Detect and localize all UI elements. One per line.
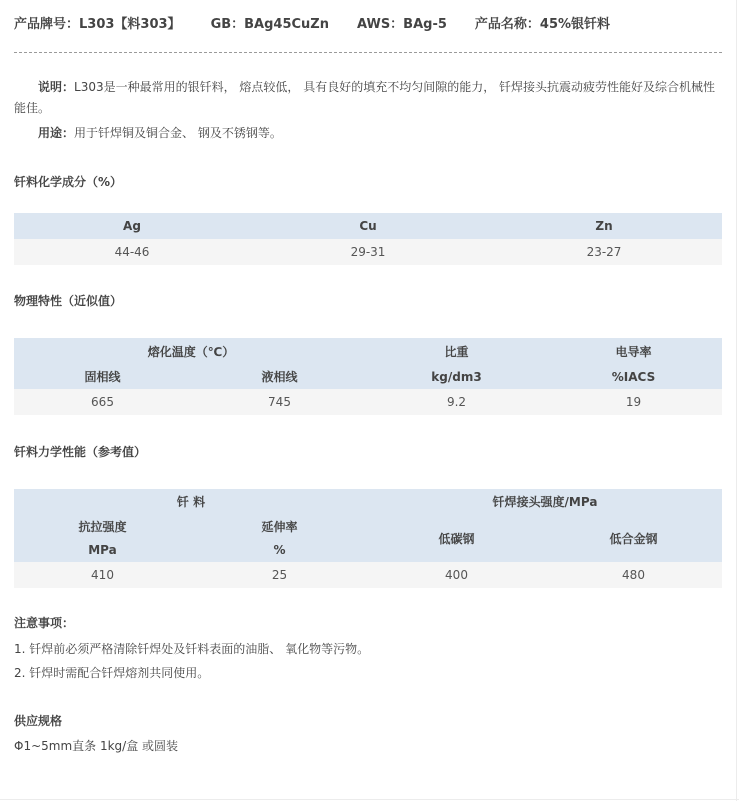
composition-value-zn: 23-27 — [486, 239, 722, 265]
elongation-value: 25 — [191, 562, 368, 588]
low-carbon-steel-value: 400 — [368, 562, 545, 588]
elongation-header: 延伸率 — [191, 514, 368, 538]
tensile-unit: MPa — [14, 538, 191, 562]
elongation-unit: % — [191, 538, 368, 562]
composition-header-zn: Zn — [486, 213, 722, 239]
usage-text: 用于钎焊铜及铜合金、 钢及不锈钢等。 — [74, 126, 282, 140]
joint-strength-header: 钎焊接头强度/MPa — [368, 489, 722, 514]
conductivity-header: 电导率 — [545, 338, 722, 364]
composition-table — [14, 213, 722, 265]
density-value: 9.2 — [368, 389, 545, 415]
solidus-header: 固相线 — [14, 364, 191, 389]
product-name: 产品名称：45%银钎料 — [474, 16, 611, 32]
bottom-border — [0, 799, 739, 800]
right-border — [736, 0, 737, 801]
physical-table — [14, 338, 722, 415]
description-paragraph — [14, 77, 722, 119]
description-text: L303是一种最常用的银钎料， 熔点较低， 具有良好的填充不均匀间隙的能力， 钎焊接头抗震动疲劳性能好及综合机械性能佳。 — [14, 80, 716, 115]
composition-title: 钎料化学成分（%） — [14, 175, 123, 189]
melting-temp-header: 熔化温度（℃） — [14, 338, 368, 364]
low-alloy-steel-header: 低合金钢 — [545, 514, 722, 562]
note-item: 2. 钎焊时需配合钎焊熔剂共同使用。 — [14, 666, 210, 680]
low-carbon-steel-header: 低碳钢 — [368, 514, 545, 562]
product-sheet — [14, 0, 722, 756]
conductivity-value: 19 — [545, 389, 722, 415]
tensile-header: 抗拉强度 — [14, 514, 191, 538]
composition-header-ag: Ag — [14, 213, 250, 239]
tensile-value: 410 — [14, 562, 191, 588]
liquidus-header: 液相线 — [191, 364, 368, 389]
mechanical-table — [14, 489, 722, 588]
mechanical-title: 钎料力学性能（参考值） — [14, 445, 147, 459]
usage-label: 用途： — [38, 126, 75, 140]
gb-standard: GB：BAg45CuZn — [210, 16, 329, 32]
product-header — [14, 0, 722, 44]
supply-title: 供应规格 — [14, 714, 63, 728]
supply-text: Φ1~5mm直条 1kg/盒 或圆装 — [14, 739, 179, 753]
composition-value-cu: 29-31 — [250, 239, 486, 265]
density-unit: kg/dm3 — [368, 364, 545, 389]
solidus-value: 665 — [14, 389, 191, 415]
usage-paragraph — [14, 123, 722, 144]
aws-standard: AWS：BAg-5 — [357, 16, 447, 32]
filler-header: 钎 料 — [14, 489, 368, 514]
dashed-divider — [14, 52, 722, 53]
low-alloy-steel-value: 480 — [545, 562, 722, 588]
physical-title: 物理特性（近似值） — [14, 294, 123, 308]
composition-header-cu: Cu — [250, 213, 486, 239]
composition-value-ag: 44-46 — [14, 239, 250, 265]
liquidus-value: 745 — [191, 389, 368, 415]
product-brand: 产品牌号：L303【料303】 — [14, 16, 181, 32]
conductivity-unit: %IACS — [545, 364, 722, 389]
density-header: 比重 — [368, 338, 545, 364]
note-item: 1. 钎焊前必须严格清除钎焊处及钎料表面的油脂、 氧化物等污物。 — [14, 642, 370, 656]
notes-title: 注意事项： — [14, 616, 75, 630]
description-label: 说明： — [38, 80, 75, 94]
